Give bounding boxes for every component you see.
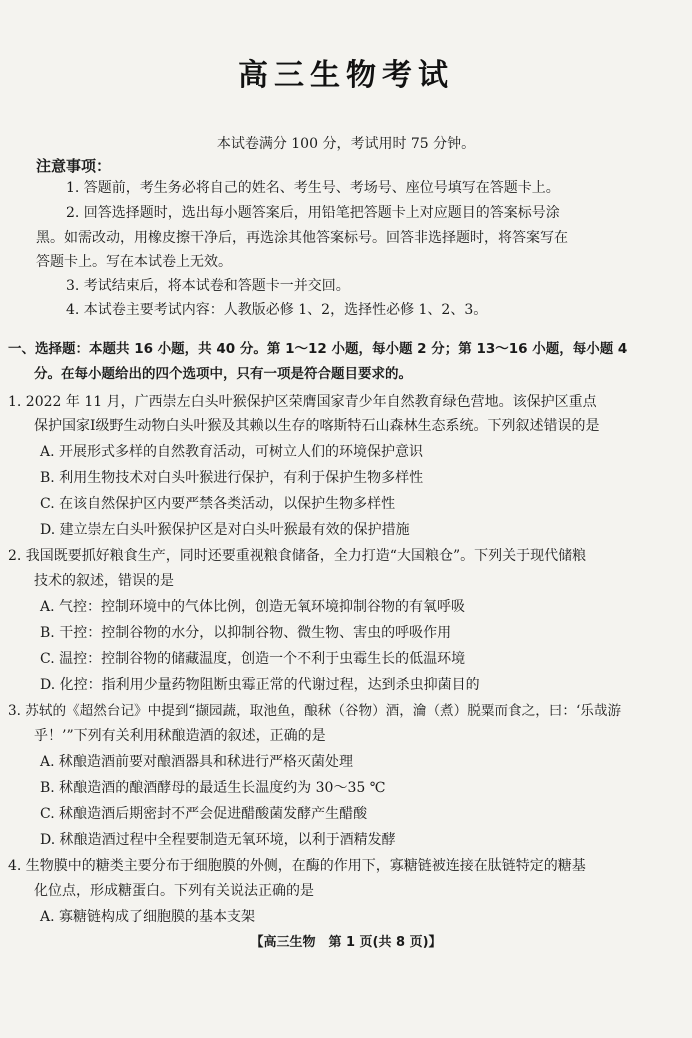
question-option: B. 利用生物技术对白头叶猴进行保护，有利于保护生物多样性 xyxy=(40,470,424,486)
exam-info: 本试卷满分 100 分，考试用时 75 分钟。 xyxy=(216,136,476,152)
question-option: A. 气控：控制环境中的气体比例，创造无氧环境抑制谷物的有氧呼吸 xyxy=(40,599,466,615)
notice-item: 1. 答题前，考生务必将自己的姓名、考生号、考场号、座位号填写在答题卡上。 xyxy=(66,180,560,196)
question-option: C. 在该自然保护区内要严禁各类活动，以保护生物多样性 xyxy=(40,496,396,512)
question-stem: 4. 生物膜中的糖类主要分布于细胞膜的外侧，在酶的作用下，寡糖链被连接在肽链特定的糖基 xyxy=(8,858,586,874)
question-option: C. 秫酿造酒后期密封不严会促进醋酸菌发酵产生醋酸 xyxy=(40,806,368,822)
notice-item: 黑。如需改动，用橡皮擦干净后，再选涂其他答案标号。回答非选择题时，将答案写在 xyxy=(36,230,568,246)
question-option: B. 秫酿造酒的酿酒酵母的最适生长温度约为 30～35 ℃ xyxy=(40,780,386,796)
question-stem: 3. 苏轼的《超然台记》中提到“撷园蔬，取池鱼，酿秫（谷物）酒，瀹（煮）脱粟而食之，曰：‘乐哉游 xyxy=(8,703,622,719)
notice-item: 4. 本试卷主要考试内容：人教版必修 1、2，选择性必修 1、2、3。 xyxy=(66,302,488,318)
question-option: A. 寡糖链构成了细胞膜的基本支架 xyxy=(40,909,256,925)
notice-item: 3. 考试结束后，将本试卷和答题卡一并交回。 xyxy=(66,278,350,294)
question-option: A. 开展形式多样的自然教育活动，可树立人们的环境保护意识 xyxy=(40,444,424,460)
question-option: A. 秫酿造酒前要对酿酒器具和秫进行严格灭菌处理 xyxy=(40,754,354,770)
question-option: D. 建立崇左白头叶猴保护区是对白头叶猴最有效的保护措施 xyxy=(40,522,410,538)
question-option: C. 温控：控制谷物的储藏温度，创造一个不利于虫霉生长的低温环境 xyxy=(40,651,466,667)
question-stem: 技术的叙述，错误的是 xyxy=(34,573,174,589)
question-stem: 乎！’”下列有关利用秫酿造酒的叙述，正确的是 xyxy=(34,728,326,744)
notice-item: 答题卡上。写在本试卷上无效。 xyxy=(36,254,232,270)
question-stem: 2. 我国既要抓好粮食生产，同时还要重视粮食储备，全力打造“大国粮仓”。下列关于现代储粮 xyxy=(8,548,587,564)
page-title: 高三生物考试 xyxy=(238,58,454,93)
section-heading: 分。在每小题给出的四个选项中，只有一项是符合题目要求的。 xyxy=(34,366,412,382)
question-option: D. 化控：指利用少量药物阻断虫霉正常的代谢过程，达到杀虫抑菌目的 xyxy=(40,677,480,693)
question-option: B. 干控：控制谷物的水分，以抑制谷物、微生物、害虫的呼吸作用 xyxy=(40,625,452,641)
notice-heading: 注意事项： xyxy=(36,157,112,175)
question-stem: 1. 2022 年 11 月，广西崇左白头叶猴保护区荣膺国家青少年自然教育绿色营地。该保护区重点 xyxy=(8,394,597,410)
question-stem: 化位点，形成糖蛋白。下列有关说法正确的是 xyxy=(34,883,314,899)
question-stem: 保护国家Ⅰ级野生动物白头叶猴及其赖以生存的喀斯特石山森林生态系统。下列叙述错误的是 xyxy=(34,418,600,434)
section-heading: 一、选择题：本题共 16 小题，共 40 分。第 1～12 小题，每小题 2 分；第 13～16 小题，每小题 4 xyxy=(8,341,628,357)
page-footer: 【高三生物 第 1 页(共 8 页)】 xyxy=(250,935,442,950)
notice-item: 2. 回答选择题时，选出每小题答案后，用铅笔把答题卡上对应题目的答案标号涂 xyxy=(66,205,560,221)
question-option: D. 秫酿造酒过程中全程要制造无氧环境，以利于酒精发酵 xyxy=(40,832,396,848)
